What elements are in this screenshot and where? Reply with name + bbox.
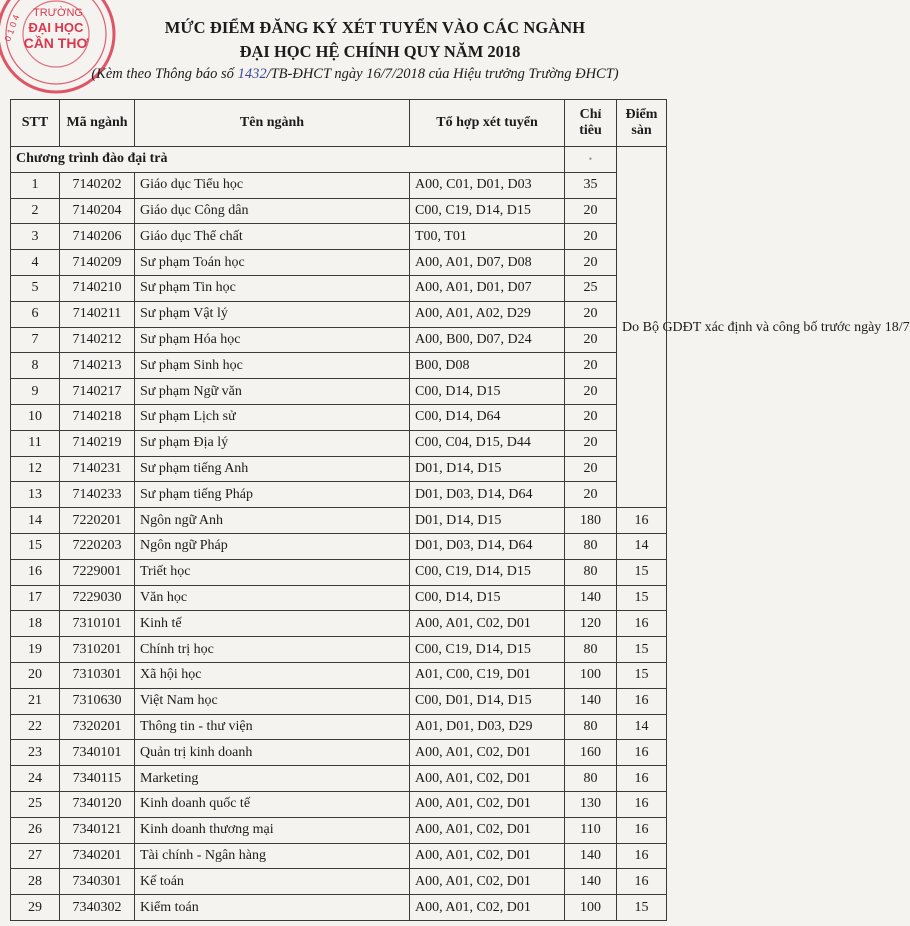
cell-code: 7310101 bbox=[60, 611, 135, 637]
stamp-text-top: TRƯỜNG bbox=[33, 7, 83, 19]
table-row bbox=[11, 533, 667, 559]
cell-code: 7220203 bbox=[60, 533, 135, 559]
table-row bbox=[11, 327, 667, 353]
cell-name: Chính trị học bbox=[135, 637, 410, 663]
cell-code: 7140202 bbox=[60, 172, 135, 198]
cell-quota: 160 bbox=[565, 740, 617, 766]
cell-code: 7310301 bbox=[60, 662, 135, 688]
cell-stt: 11 bbox=[11, 430, 60, 456]
cell-stt: 21 bbox=[11, 688, 60, 714]
cell-name: Giáo dục Tiểu học bbox=[135, 172, 410, 198]
column-header-code: Mã ngành bbox=[60, 100, 135, 147]
table-row bbox=[11, 353, 667, 379]
cell-name: Ngôn ngữ Anh bbox=[135, 508, 410, 534]
column-header-stt: STT bbox=[11, 100, 60, 147]
cell-code: 7340101 bbox=[60, 740, 135, 766]
table-row bbox=[11, 275, 667, 301]
table-row bbox=[11, 662, 667, 688]
cell-quota: 140 bbox=[565, 585, 617, 611]
cell-stt: 10 bbox=[11, 404, 60, 430]
table-row bbox=[11, 250, 667, 276]
cell-quota: 20 bbox=[565, 353, 617, 379]
cell-quota: 80 bbox=[565, 637, 617, 663]
cell-quota: 20 bbox=[565, 482, 617, 508]
cell-stt: 28 bbox=[11, 869, 60, 895]
cell-code: 7140212 bbox=[60, 327, 135, 353]
cell-code: 7140231 bbox=[60, 456, 135, 482]
cell-quota: 20 bbox=[565, 198, 617, 224]
cell-code: 7320201 bbox=[60, 714, 135, 740]
cell-code: 7140218 bbox=[60, 404, 135, 430]
cell-code: 7140219 bbox=[60, 430, 135, 456]
svg-text:0 1 0 4: 0 1 0 4 bbox=[2, 13, 22, 43]
cell-code: 7340201 bbox=[60, 843, 135, 869]
cell-combo: D01, D03, D14, D64 bbox=[410, 482, 565, 508]
cell-code: 7140213 bbox=[60, 353, 135, 379]
table-row bbox=[11, 585, 667, 611]
cell-score: 16 bbox=[617, 869, 667, 895]
table-row bbox=[11, 379, 667, 405]
cell-stt: 17 bbox=[11, 585, 60, 611]
cell-code: 7340120 bbox=[60, 791, 135, 817]
table-row bbox=[11, 637, 667, 663]
cell-score: 15 bbox=[617, 585, 667, 611]
column-header-quota: Chỉ tiêu bbox=[565, 100, 617, 147]
cell-name: Kế toán bbox=[135, 869, 410, 895]
table-row bbox=[11, 430, 667, 456]
cell-score: 16 bbox=[617, 611, 667, 637]
cell-combo: A01, D01, D03, D29 bbox=[410, 714, 565, 740]
cell-stt: 4 bbox=[11, 250, 60, 276]
cell-combo: A00, A01, A02, D29 bbox=[410, 301, 565, 327]
cell-name: Kinh doanh thương mại bbox=[135, 817, 410, 843]
cell-name: Sư phạm Tin học bbox=[135, 275, 410, 301]
cell-code: 7229030 bbox=[60, 585, 135, 611]
cell-stt: 20 bbox=[11, 662, 60, 688]
cell-score: 16 bbox=[617, 740, 667, 766]
cell-stt: 27 bbox=[11, 843, 60, 869]
cell-stt: 1 bbox=[11, 172, 60, 198]
cell-stt: 2 bbox=[11, 198, 60, 224]
column-header-combo: Tổ hợp xét tuyển bbox=[410, 100, 565, 147]
table-row bbox=[11, 301, 667, 327]
cell-combo: C00, C19, D14, D15 bbox=[410, 637, 565, 663]
cell-combo: C00, D14, D15 bbox=[410, 379, 565, 405]
cell-stt: 25 bbox=[11, 791, 60, 817]
cell-name: Kiểm toán bbox=[135, 895, 410, 921]
cell-code: 7229001 bbox=[60, 559, 135, 585]
cell-score: 14 bbox=[617, 533, 667, 559]
cell-code: 7220201 bbox=[60, 508, 135, 534]
cell-name: Giáo dục Công dân bbox=[135, 198, 410, 224]
cell-stt: 5 bbox=[11, 275, 60, 301]
cell-name: Sư phạm Toán học bbox=[135, 250, 410, 276]
cell-stt: 24 bbox=[11, 766, 60, 792]
cell-combo: A00, C01, D01, D03 bbox=[410, 172, 565, 198]
cell-combo: A00, A01, C02, D01 bbox=[410, 791, 565, 817]
cell-score: 16 bbox=[617, 508, 667, 534]
table-row bbox=[11, 714, 667, 740]
cell-quota: 130 bbox=[565, 791, 617, 817]
cell-quota: 100 bbox=[565, 662, 617, 688]
cell-code: 7140211 bbox=[60, 301, 135, 327]
column-header-score: Điểm sàn bbox=[617, 100, 667, 147]
cell-combo: D01, D14, D15 bbox=[410, 456, 565, 482]
cell-score: 16 bbox=[617, 766, 667, 792]
column-header-name: Tên ngành bbox=[135, 100, 410, 147]
cell-name: Ngôn ngữ Pháp bbox=[135, 533, 410, 559]
cell-name: Sư phạm Địa lý bbox=[135, 430, 410, 456]
cell-code: 7340301 bbox=[60, 869, 135, 895]
cell-quota: 20 bbox=[565, 327, 617, 353]
section-label: Chương trình đào đại trà bbox=[11, 147, 565, 173]
table-row bbox=[11, 869, 667, 895]
cell-name: Sư phạm Lịch sử bbox=[135, 404, 410, 430]
cell-code: 7140206 bbox=[60, 224, 135, 250]
cell-name: Sư phạm Vật lý bbox=[135, 301, 410, 327]
cell-score: 16 bbox=[617, 791, 667, 817]
cell-stt: 9 bbox=[11, 379, 60, 405]
cell-combo: A00, A01, C02, D01 bbox=[410, 895, 565, 921]
admission-score-table bbox=[10, 99, 910, 921]
cell-combo: A00, A01, C02, D01 bbox=[410, 766, 565, 792]
cell-name: Kinh doanh quốc tế bbox=[135, 791, 410, 817]
cell-combo: A00, B00, D07, D24 bbox=[410, 327, 565, 353]
cell-combo: D01, D14, D15 bbox=[410, 508, 565, 534]
cell-quota: 140 bbox=[565, 688, 617, 714]
cell-name: Việt Nam học bbox=[135, 688, 410, 714]
section-row bbox=[11, 147, 667, 173]
cell-stt: 12 bbox=[11, 456, 60, 482]
cell-quota: 140 bbox=[565, 843, 617, 869]
cell-name: Tài chính - Ngân hàng bbox=[135, 843, 410, 869]
cell-combo: C00, D01, D14, D15 bbox=[410, 688, 565, 714]
cell-code: 7310201 bbox=[60, 637, 135, 663]
cell-score: 16 bbox=[617, 688, 667, 714]
cell-code: 7140204 bbox=[60, 198, 135, 224]
cell-combo: A00, A01, C02, D01 bbox=[410, 740, 565, 766]
cell-combo: A00, A01, C02, D01 bbox=[410, 817, 565, 843]
cell-stt: 3 bbox=[11, 224, 60, 250]
cell-score: 16 bbox=[617, 843, 667, 869]
cell-quota: 120 bbox=[565, 611, 617, 637]
cell-code: 7310630 bbox=[60, 688, 135, 714]
table-row bbox=[11, 791, 667, 817]
cell-quota: 20 bbox=[565, 224, 617, 250]
cell-stt: 13 bbox=[11, 482, 60, 508]
cell-name: Sư phạm Sinh học bbox=[135, 353, 410, 379]
table-row bbox=[11, 895, 667, 921]
cell-name: Sư phạm tiếng Anh bbox=[135, 456, 410, 482]
table-row bbox=[11, 482, 667, 508]
cell-name: Kinh tế bbox=[135, 611, 410, 637]
cell-quota: 20 bbox=[565, 379, 617, 405]
cell-combo: C00, C19, D14, D15 bbox=[410, 198, 565, 224]
table-row bbox=[11, 688, 667, 714]
cell-code: 7140209 bbox=[60, 250, 135, 276]
cell-score: 16 bbox=[617, 817, 667, 843]
table-row bbox=[11, 456, 667, 482]
table-row bbox=[11, 843, 667, 869]
cell-quota: 20 bbox=[565, 430, 617, 456]
cell-stt: 15 bbox=[11, 533, 60, 559]
cell-combo: T00, T01 bbox=[410, 224, 565, 250]
cell-stt: 23 bbox=[11, 740, 60, 766]
cell-score: 15 bbox=[617, 895, 667, 921]
cell-stt: 14 bbox=[11, 508, 60, 534]
cell-quota: 100 bbox=[565, 895, 617, 921]
cell-code: 7140233 bbox=[60, 482, 135, 508]
cell-stt: 29 bbox=[11, 895, 60, 921]
cell-combo: B00, D08 bbox=[410, 353, 565, 379]
cell-quota: 20 bbox=[565, 250, 617, 276]
cell-name: Sư phạm Ngữ văn bbox=[135, 379, 410, 405]
cell-name: Triết học bbox=[135, 559, 410, 585]
cell-stt: 26 bbox=[11, 817, 60, 843]
cell-stt: 7 bbox=[11, 327, 60, 353]
cell-stt: 18 bbox=[11, 611, 60, 637]
cell-score: 15 bbox=[617, 662, 667, 688]
cell-quota: 35 bbox=[565, 172, 617, 198]
cell-stt: 6 bbox=[11, 301, 60, 327]
cell-score: 15 bbox=[617, 637, 667, 663]
cell-combo: A00, A01, C02, D01 bbox=[410, 611, 565, 637]
cell-score: 14 bbox=[617, 714, 667, 740]
cell-quota: 80 bbox=[565, 559, 617, 585]
cell-quota: 80 bbox=[565, 766, 617, 792]
cell-code: 7340121 bbox=[60, 817, 135, 843]
cell-name: Quản trị kinh doanh bbox=[135, 740, 410, 766]
cell-quota: 110 bbox=[565, 817, 617, 843]
subtitle-suffix: /TB-ĐHCT ngày 16/7/2018 của Hiệu trưởng Trường ĐHCT) bbox=[266, 66, 619, 82]
table-row bbox=[11, 740, 667, 766]
page-subtitle bbox=[10, 66, 700, 83]
cell-name: Sư phạm tiếng Pháp bbox=[135, 482, 410, 508]
cell-name: Xã hội học bbox=[135, 662, 410, 688]
cell-stt: 22 bbox=[11, 714, 60, 740]
cell-quota: 80 bbox=[565, 533, 617, 559]
cell-name: Thông tin - thư viện bbox=[135, 714, 410, 740]
cell-score: 15 bbox=[617, 559, 667, 585]
cell-stt: 8 bbox=[11, 353, 60, 379]
cell-combo: A00, A01, D07, D08 bbox=[410, 250, 565, 276]
cell-quota: 25 bbox=[565, 275, 617, 301]
cell-code: 7340115 bbox=[60, 766, 135, 792]
cell-stt: 19 bbox=[11, 637, 60, 663]
stamp-text-mid: ĐẠI HỌC bbox=[28, 20, 84, 35]
table-row bbox=[11, 766, 667, 792]
cell-combo: A01, C00, C19, D01 bbox=[410, 662, 565, 688]
cell-name: Sư phạm Hóa học bbox=[135, 327, 410, 353]
section-quota-mark: • bbox=[565, 147, 617, 173]
page-title-line-1: MỨC ĐIỂM ĐĂNG KÝ XÉT TUYỂN VÀO CÁC NGÀNH bbox=[164, 18, 586, 37]
cell-quota: 20 bbox=[565, 301, 617, 327]
merged-score-note: Do Bộ GDĐT xác định và công bố trước ngày 18/7 bbox=[617, 147, 667, 508]
cell-code: 7140210 bbox=[60, 275, 135, 301]
table-row bbox=[11, 559, 667, 585]
cell-combo: A00, A01, D01, D07 bbox=[410, 275, 565, 301]
page-title-line-2: ĐẠI HỌC HỆ CHÍNH QUY NĂM 2018 bbox=[239, 42, 521, 61]
cell-combo: A00, A01, C02, D01 bbox=[410, 843, 565, 869]
stamp-text-bot: CẦN THƠ bbox=[23, 35, 89, 51]
cell-name: Văn học bbox=[135, 585, 410, 611]
cell-combo: C00, C04, D15, D44 bbox=[410, 430, 565, 456]
cell-code: 7340302 bbox=[60, 895, 135, 921]
cell-combo: C00, D14, D15 bbox=[410, 585, 565, 611]
cell-combo: C00, D14, D64 bbox=[410, 404, 565, 430]
table-row bbox=[11, 611, 667, 637]
cell-combo: A00, A01, C02, D01 bbox=[410, 869, 565, 895]
cell-quota: 20 bbox=[565, 456, 617, 482]
cell-name: Giáo dục Thể chất bbox=[135, 224, 410, 250]
table-row bbox=[11, 817, 667, 843]
subtitle-prefix: (Kèm theo Thông báo số bbox=[91, 66, 238, 82]
table-row bbox=[11, 198, 667, 224]
cell-quota: 20 bbox=[565, 404, 617, 430]
table-row bbox=[11, 404, 667, 430]
cell-combo: D01, D03, D14, D64 bbox=[410, 533, 565, 559]
table-row bbox=[11, 172, 667, 198]
cell-quota: 80 bbox=[565, 714, 617, 740]
table-row bbox=[11, 508, 667, 534]
cell-quota: 180 bbox=[565, 508, 617, 534]
cell-code: 7140217 bbox=[60, 379, 135, 405]
subtitle-notice-number: 1432 bbox=[237, 66, 267, 82]
cell-name: Marketing bbox=[135, 766, 410, 792]
cell-combo: C00, C19, D14, D15 bbox=[410, 559, 565, 585]
cell-stt: 16 bbox=[11, 559, 60, 585]
cell-quota: 140 bbox=[565, 869, 617, 895]
table-header-row bbox=[11, 100, 667, 147]
table-row bbox=[11, 224, 667, 250]
